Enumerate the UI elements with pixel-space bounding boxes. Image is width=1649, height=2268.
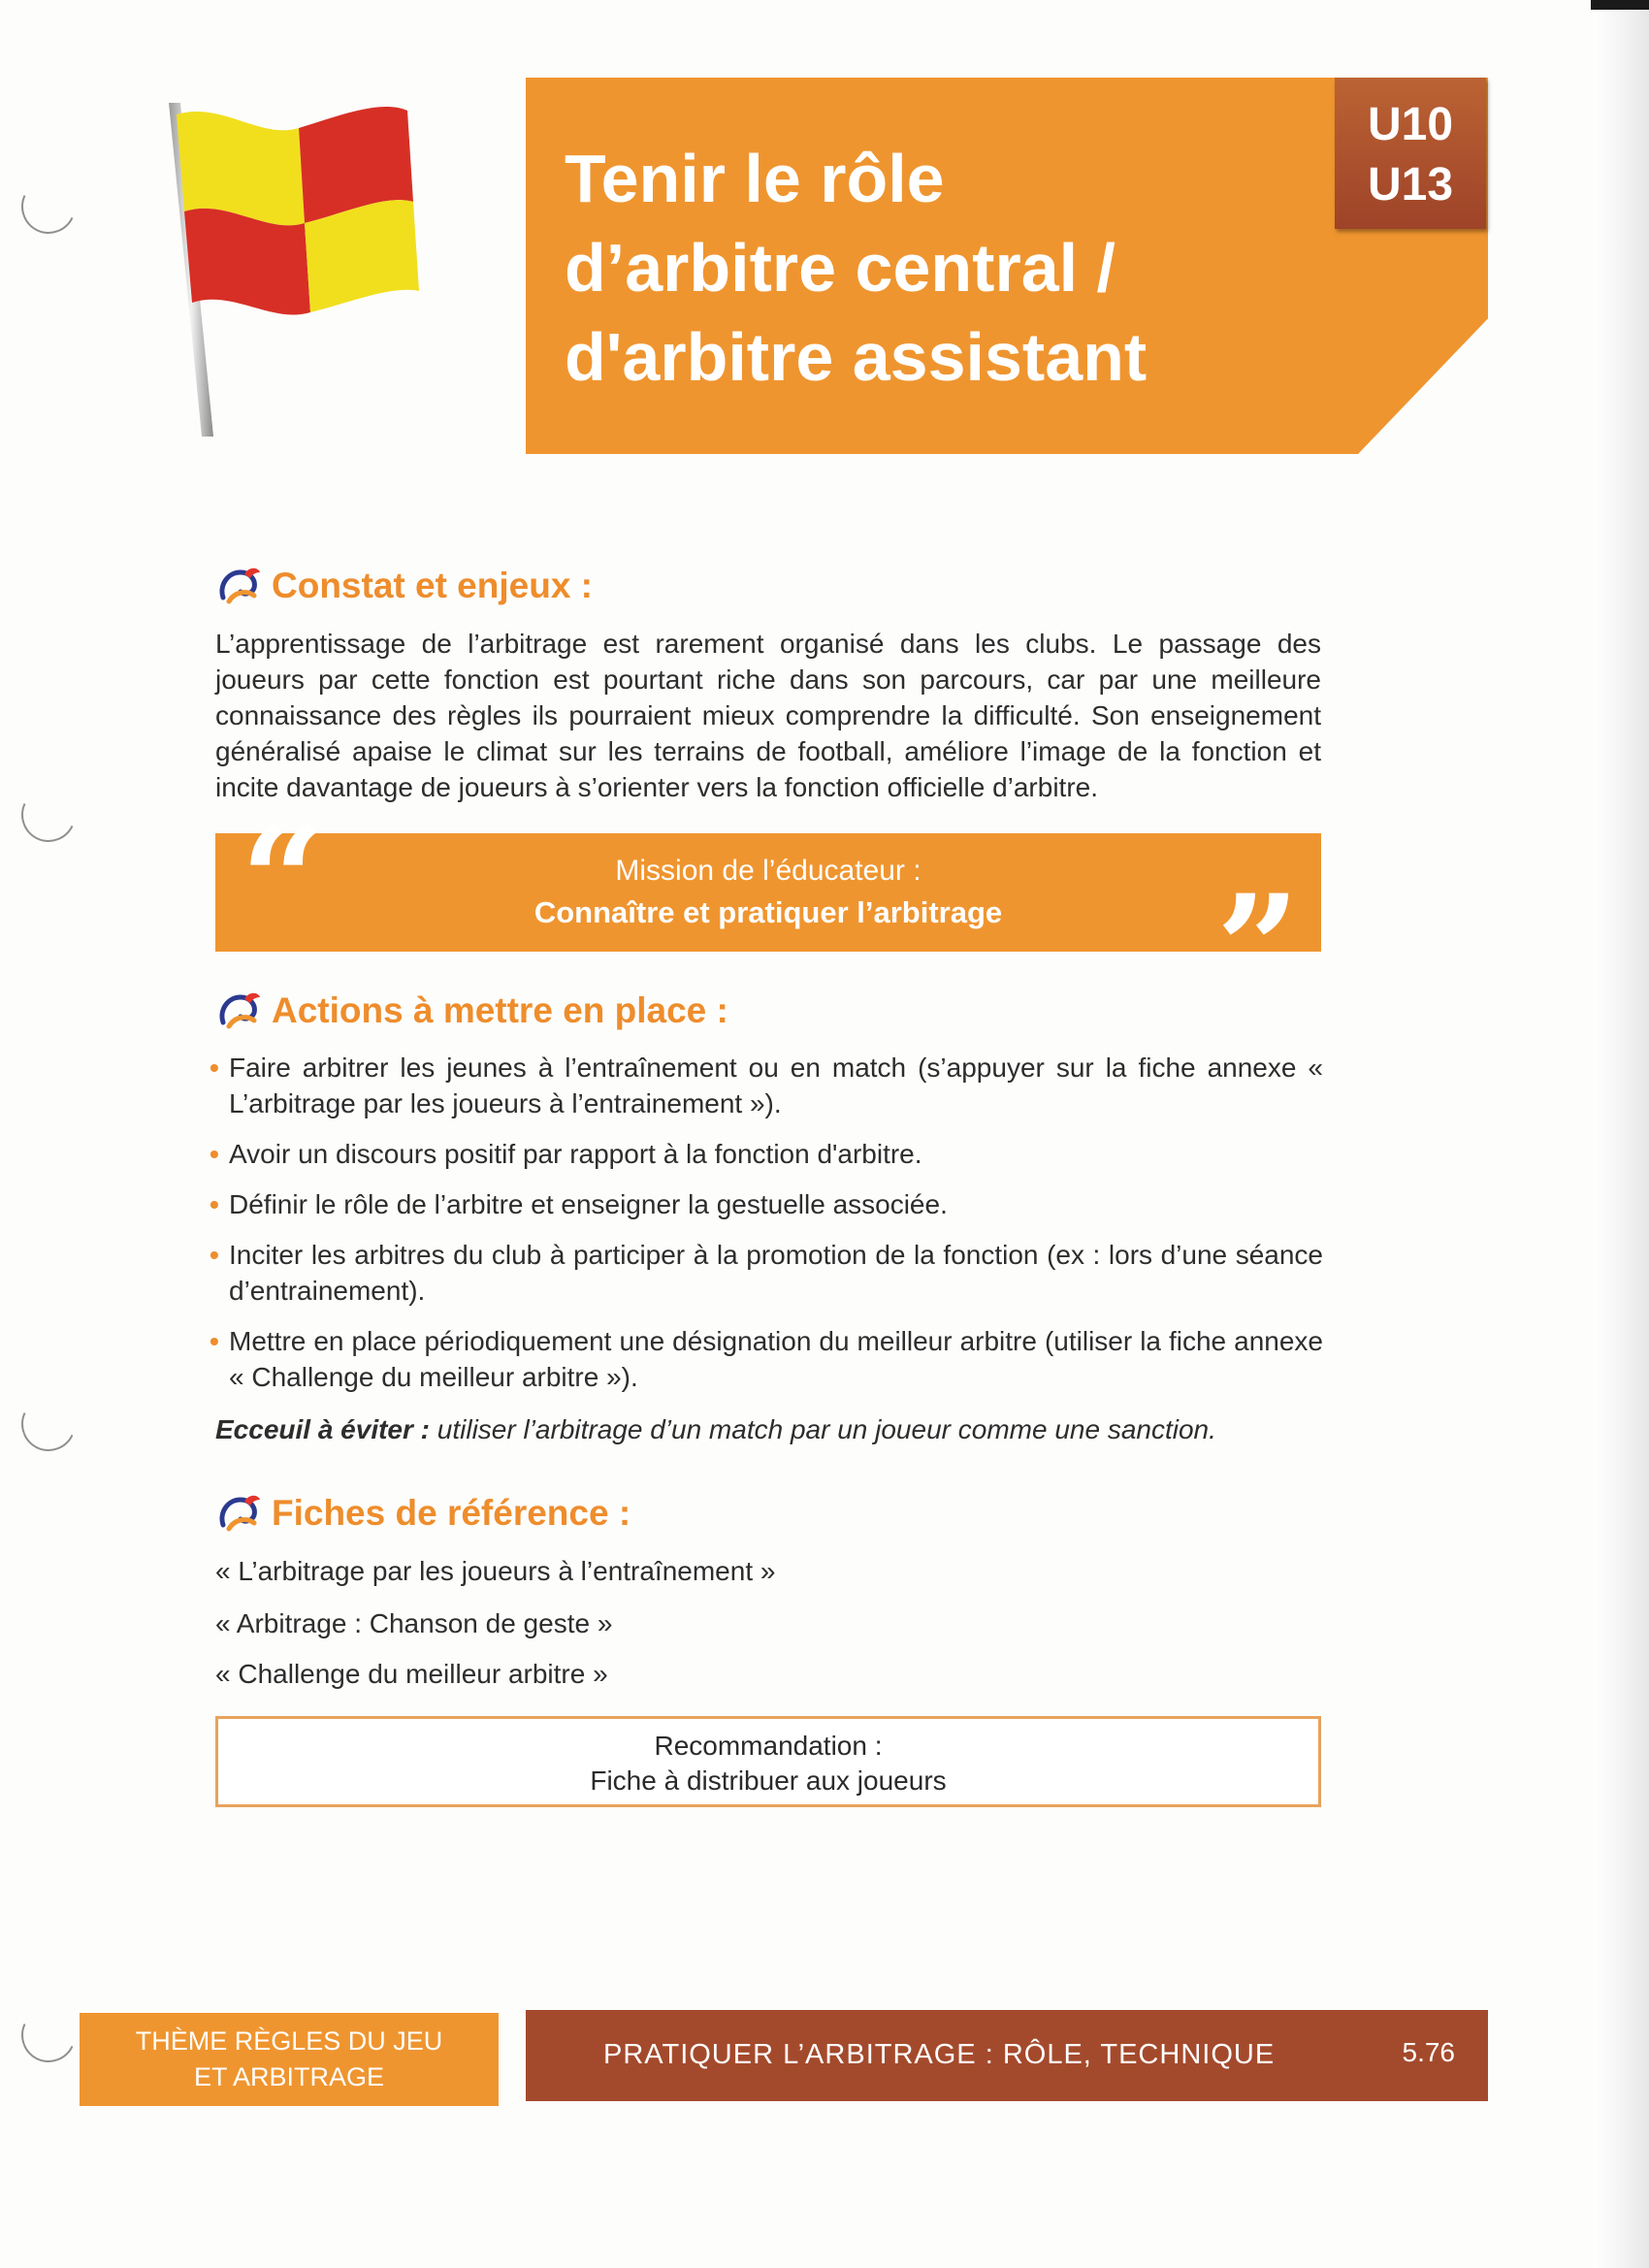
reference-item: « Challenge du meilleur arbitre » xyxy=(215,1659,608,1689)
section-heading-label: Actions à mettre en place : xyxy=(272,990,728,1030)
scan-mark xyxy=(1591,0,1649,10)
section-heading-constat xyxy=(215,563,593,609)
page-number: 5.76 xyxy=(1402,2037,1455,2067)
mission-label: Mission de l’éducateur : xyxy=(615,855,922,887)
list-item-text: Faire arbitrer les jeunes à l’entraînement ou en match (s’appuyer sur la fiche annexe « L’arbitrage par les joueurs à l’entrainement »). xyxy=(229,1053,1323,1118)
list-item xyxy=(210,1186,1323,1222)
bullet-icon: • xyxy=(210,1326,219,1356)
open-quote-icon: “ xyxy=(241,795,325,966)
close-quote-icon: ” xyxy=(1215,863,1300,1034)
warning-text: utiliser l’arbitrage d’un match par un joueur comme une sanction. xyxy=(430,1414,1216,1444)
list-item xyxy=(210,1237,1323,1309)
list-item xyxy=(210,1050,1323,1121)
title-line: d’arbitre central / xyxy=(565,230,1116,306)
footer-title: PRATIQUER L’ARBITRAGE : RÔLE, TECHNIQUE xyxy=(603,2039,1276,2070)
footer-theme-line: ET ARBITRAGE xyxy=(193,2062,385,2091)
punch-hole xyxy=(14,2000,83,2070)
recommendation-box xyxy=(215,1716,1321,1807)
reference-item: « L’arbitrage par les joueurs à l’entraînement » xyxy=(215,1556,776,1586)
list-item xyxy=(210,1323,1323,1395)
age-group-label: U10 xyxy=(1367,99,1454,150)
recommendation-text: Fiche à distribuer aux joueurs xyxy=(590,1766,947,1796)
page-title xyxy=(565,134,1302,402)
bullet-icon: • xyxy=(210,1053,219,1083)
rooster-icon xyxy=(215,988,266,1034)
flag-icon xyxy=(163,97,435,446)
recommendation-label: Recommandation : xyxy=(654,1731,883,1761)
warning-note xyxy=(215,1411,1216,1447)
section-heading-actions xyxy=(215,988,728,1034)
list-item-text: Définir le rôle de l’arbitre et enseigner la gestuelle associée. xyxy=(229,1189,948,1219)
section-heading-label: Constat et enjeux : xyxy=(272,566,593,605)
section-heading-label: Fiches de référence : xyxy=(272,1493,631,1533)
bullet-icon: • xyxy=(210,1189,219,1219)
rooster-icon xyxy=(215,1490,266,1537)
list-item-text: Mettre en place périodiquement une désignation du meilleur arbitre (utiliser la fiche annexe « Challenge du meilleur arbitre »). xyxy=(229,1326,1323,1392)
mission-text: Connaître et pratiquer l’arbitrage xyxy=(534,895,1003,929)
punch-hole xyxy=(14,172,83,242)
bullet-icon: • xyxy=(210,1139,219,1169)
warning-label: Ecceuil à éviter : xyxy=(215,1414,431,1444)
list-item xyxy=(210,1136,1323,1172)
footer-theme-line: THÈME RÈGLES DU JEU xyxy=(135,2026,443,2056)
scan-edge xyxy=(1593,0,1649,2268)
actions-list xyxy=(210,1050,1323,1409)
title-line: d'arbitre assistant xyxy=(565,319,1148,395)
title-line: Tenir le rôle xyxy=(565,141,945,216)
punch-hole xyxy=(14,1389,83,1459)
rooster-icon xyxy=(215,563,266,609)
section-heading-references xyxy=(215,1490,630,1537)
footer-bar xyxy=(526,2010,1488,2101)
constat-paragraph: L’apprentissage de l’arbitrage est rarement organisé dans les clubs. Le passage des joueurs par cette fonction est pourtant riche dans son parcours, car par une meilleure connaissance des règles ils pourraient mieux comprendre la difficulté. Son enseignement généralisé apaise le climat sur les terrains de football, améliore l’image de la fonction et incite davantage de joueurs à s’orienter vers la fonction officielle d’arbitre. xyxy=(215,629,1321,802)
footer-theme xyxy=(80,2013,499,2106)
list-item-text: Inciter les arbitres du club à participer à la promotion de la fonction (ex : lors d’une séance d’entrainement). xyxy=(229,1240,1323,1306)
bullet-icon: • xyxy=(210,1240,219,1270)
reference-item: « Arbitrage : Chanson de geste » xyxy=(215,1608,613,1638)
list-item-text: Avoir un discours positif par rapport à la fonction d'arbitre. xyxy=(229,1139,922,1169)
age-group-label: U13 xyxy=(1367,159,1454,211)
punch-hole xyxy=(14,780,83,850)
age-group-badge xyxy=(1335,78,1486,229)
